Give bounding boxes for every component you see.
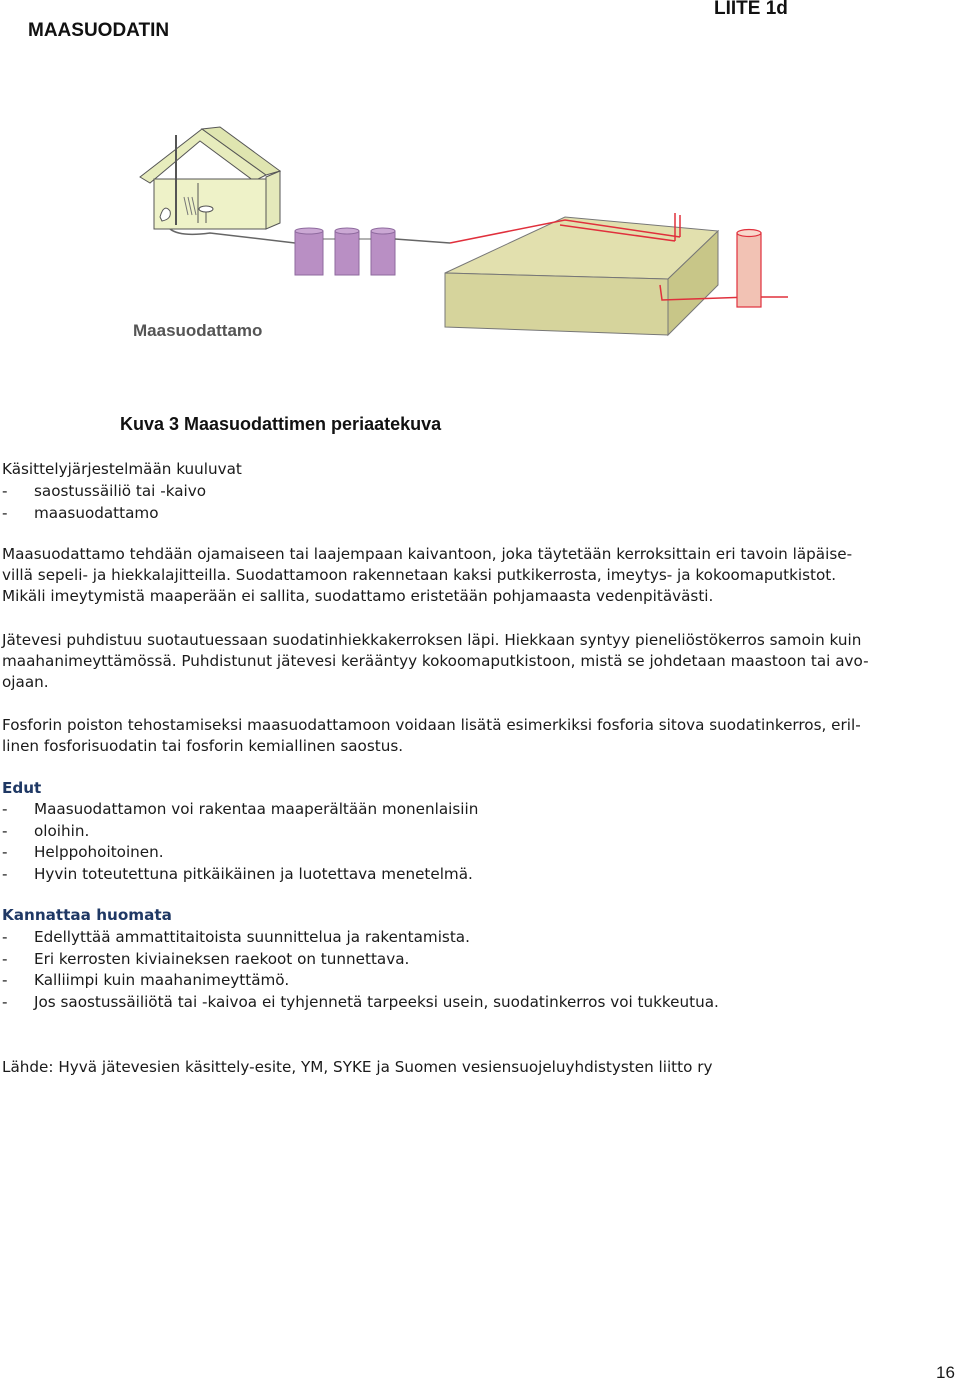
list-item: - oloihin.: [2, 821, 478, 843]
components-list: [2, 481, 206, 524]
list-item: - maasuodattamo: [2, 503, 206, 525]
list-item: - Helppohoitoinen.: [2, 842, 478, 864]
septic-tanks: [295, 228, 450, 275]
filter-bed: [445, 213, 750, 335]
pros-list: [2, 799, 478, 885]
components-intro: Käsittelyjärjestelmään kuuluvat: [2, 460, 242, 478]
page-number: 16: [936, 1363, 955, 1382]
list-item: - Edellyttää ammattitaitoista suunnittelua ja rakentamista.: [2, 927, 719, 949]
list-item: - Hyvin toteutettuna pitkäikäinen ja luotettava menetelmä.: [2, 864, 478, 886]
figure-caption: Kuva 3 Maasuodattimen periaatekuva: [120, 414, 442, 434]
list-item: - Eri kerrosten kiviaineksen raekoot on tunnettava.: [2, 949, 719, 971]
list-item: - Maasuodattamon voi rakentaa maaperältään monenlaisiin: [2, 799, 478, 821]
list-item: - Kalliimpi kuin maahanimeyttämö.: [2, 970, 719, 992]
pros-heading: Edut: [2, 779, 42, 797]
list-item: - saostussäiliö tai -kaivo: [2, 481, 206, 503]
collection-well: [737, 230, 788, 308]
source-note: Lähde: Hyvä jätevesien käsittely-esite, YM, SYKE ja Suomen vesiensuojeluyhdistysten liitto ry: [2, 1058, 713, 1076]
figure-label: Maasuodattamo: [133, 321, 263, 340]
paragraph-treatment: Jätevesi puhdistuu suotautuessaan suodatinhiekkakerroksen läpi. Hiekkaan syntyy pieneliöstökerros samoin kuin maahanimeyttämössä. Puhdistunut jätevesi kerääntyy kokoomaputkistoon, mistä se johdetaan maastoon tai avo- ojaan.: [2, 631, 869, 691]
appendix-label: LIITE 1d: [714, 0, 788, 19]
house-illustration: [140, 127, 280, 229]
paragraph-phosphorus: Fosforin poiston tehostamiseksi maasuodattamoon voidaan lisätä esimerkiksi fosforia sitova suodatinkerros, eril- linen fosforisuodatin tai fosforin kemiallinen saostus.: [2, 716, 861, 755]
cons-heading: Kannattaa huomata: [2, 906, 172, 924]
paragraph-construction: Maasuodattamo tehdään ojamaiseen tai laajempaan kaivantoon, joka täytetään kerroksittain eri tavoin läpäise- villä sepeli- ja hiekkalajitteilla. Suodattamoon rakennetaan kaksi putkikerrosta, imeytys- ja kokoomaputkistot. Mikäli imeytymistä maaperään ei sallita, suodattamo eristetään pohjamaasta vedenpitävästi.: [2, 545, 853, 605]
document-title: MAASUODATIN: [28, 20, 170, 41]
ground-filter-diagram: [120, 125, 810, 355]
list-item: - Jos saostussäiliötä tai -kaivoa ei tyhjennetä tarpeeksi usein, suodatinkerros voi tukkeutua.: [2, 992, 719, 1014]
cons-list: [2, 927, 719, 1013]
